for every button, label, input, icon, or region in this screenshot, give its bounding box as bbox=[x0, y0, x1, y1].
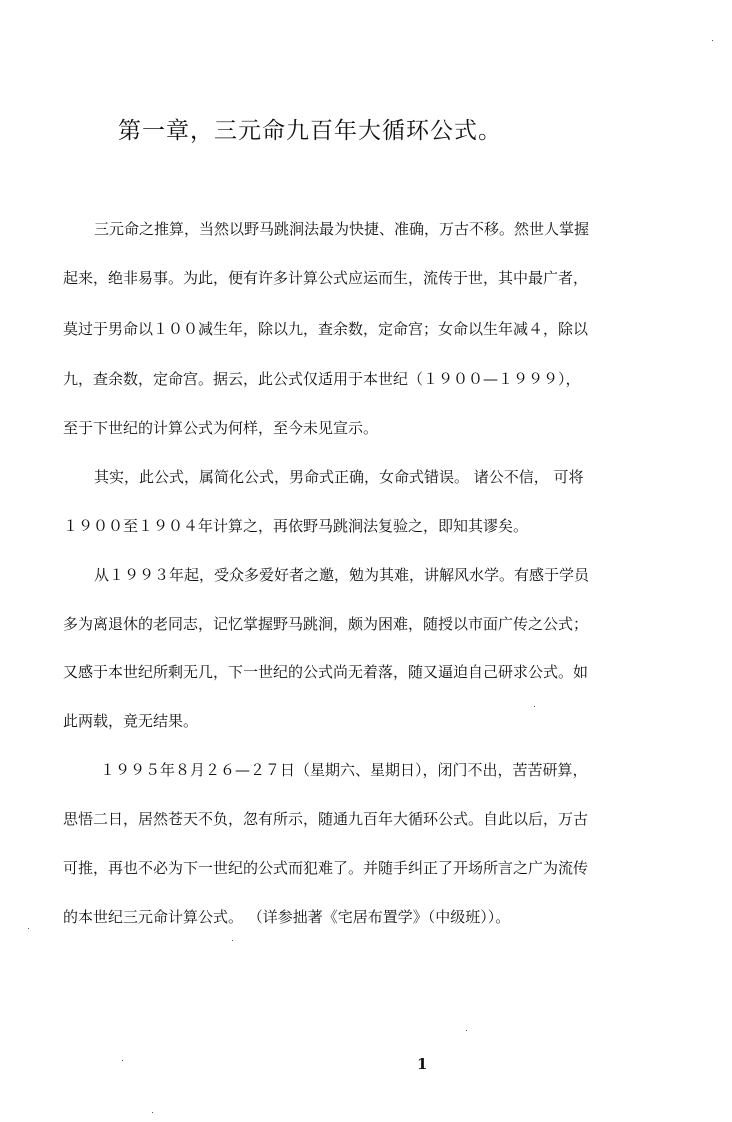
scan-speck bbox=[712, 40, 713, 41]
paragraph-line: 又感于本世纪所剩无几，下一世纪的公式尚无着落，随又逼迫自己研求公式。如 bbox=[63, 663, 589, 681]
paragraph-line: 思悟二日，居然苍天不负，忽有所示，随通九百年大循环公式。自此以后，万古 bbox=[63, 810, 589, 828]
paragraph-line: 起来，绝非易事。为此，便有许多计算公式应运而生，流传于世，其中最广者， bbox=[63, 269, 589, 287]
scan-speck bbox=[28, 928, 29, 929]
scan-speck bbox=[466, 1030, 467, 1031]
paragraph-line: 三元命之推算，当然以野马跳涧法最为快捷、准确，万古不移。然世人掌握 bbox=[94, 220, 590, 238]
paragraph-line: 多为离退休的老同志，记忆掌握野马跳涧，颇为困难，随授以市面广传之公式； bbox=[63, 615, 589, 633]
paragraph-line: 其实，此公式，属简化公式，男命式正确，女命式错误。 诸公不信， 可将 bbox=[94, 468, 584, 486]
paragraph-line: 莫过于男命以１００减生年，除以九，查余数，定命宫；女命以生年减４，除以 bbox=[63, 320, 589, 338]
scan-speck bbox=[122, 1060, 123, 1061]
paragraph-line: １９００至１９０４年计算之，再依野马跳涧法复验之，即知其谬矣。 bbox=[63, 517, 529, 535]
paragraph-line: 九，查余数，定命宫。据云，此公式仅适用于本世纪（１９００—１９９９）， bbox=[63, 370, 581, 388]
paragraph-line: 至于下世纪的计算公式为何样，至今未见宣示。 bbox=[63, 419, 379, 437]
chapter-title: 第一章，三元命九百年大循环公式。 bbox=[118, 118, 502, 144]
paragraph-line: 此两载，竟无结果。 bbox=[63, 712, 199, 730]
scan-speck bbox=[534, 706, 535, 707]
paragraph-line: 可推，再也不必为下一世纪的公式而犯难了。并随手纠正了开场所言之广为流传 bbox=[63, 859, 589, 877]
paragraph-line: 的本世纪三元命计算公式。 （详参拙著《宅居布置学》（中级班））。 bbox=[63, 908, 511, 926]
paragraph-line: １９９５年８月２６—２７日（星期六、星期日），闭门不出，苦苦研算， bbox=[100, 761, 588, 779]
scan-speck bbox=[232, 940, 233, 941]
scan-speck bbox=[152, 1112, 153, 1113]
paragraph-line: 从１９９３年起，受众多爱好者之邀，勉为其难，讲解风水学。有感于学员 bbox=[94, 566, 590, 584]
page-number: 1 bbox=[417, 1055, 428, 1073]
